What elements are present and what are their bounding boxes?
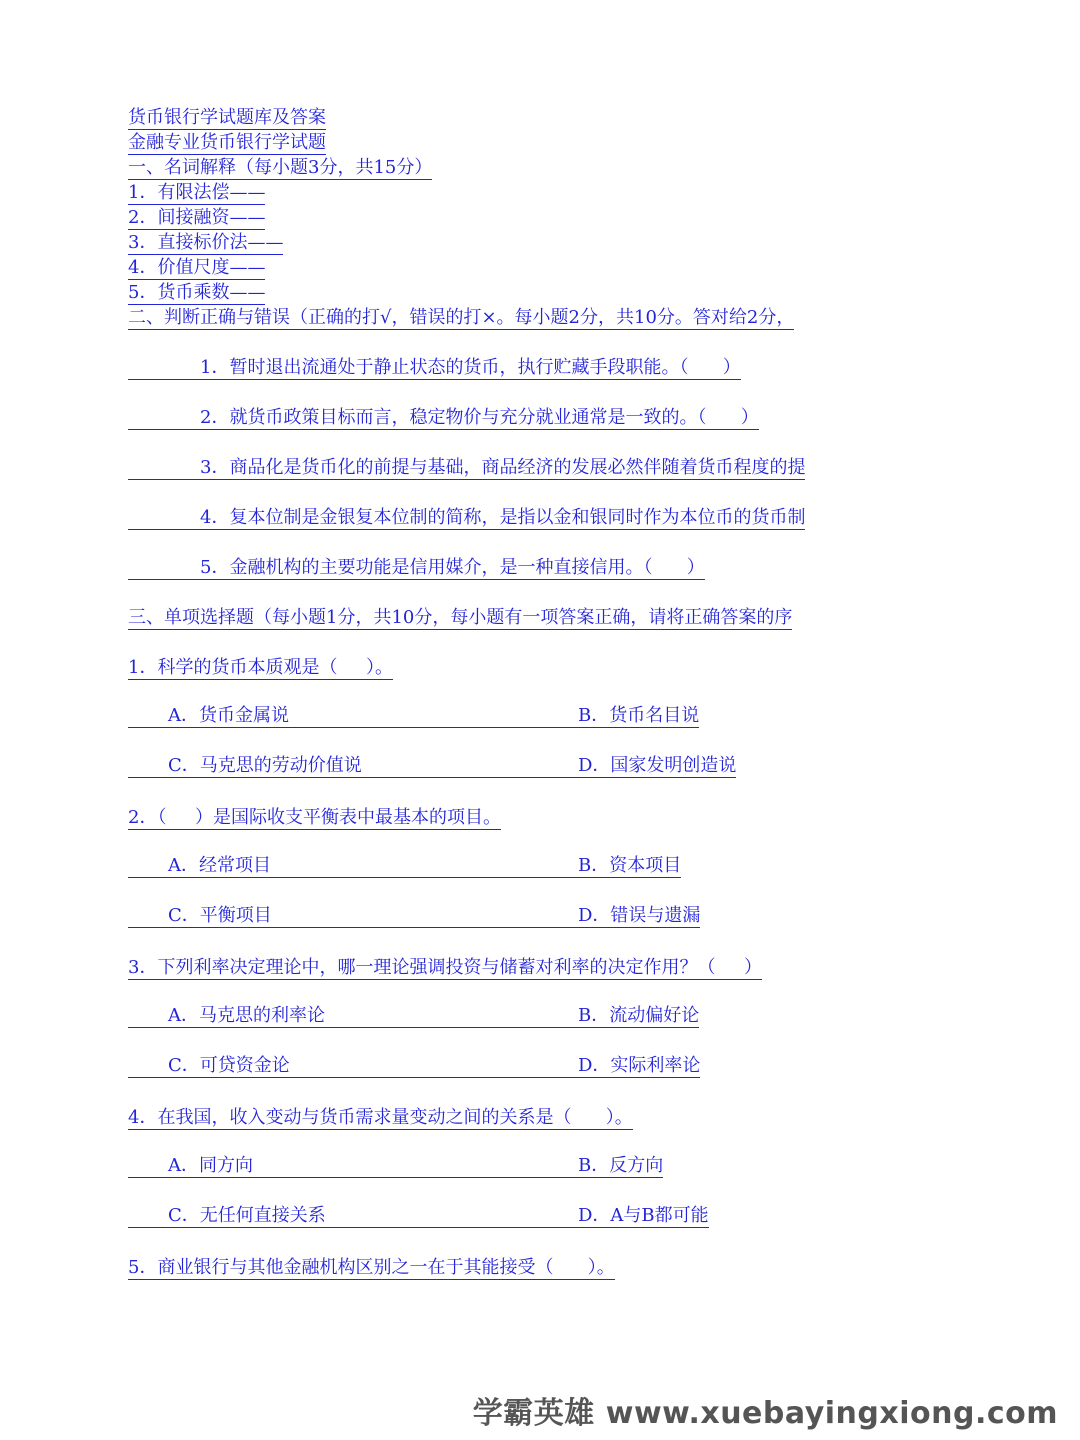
judgement-item: 3．商品化是货币化的前提与基础，商品经济的发展必然伴随着货币程度的提: [128, 455, 880, 480]
option-b: B．流动偏好论: [578, 1005, 700, 1026]
choice-question: 5．商业银行与其他金融机构区别之一在于其能接受（ ）。: [128, 1257, 615, 1278]
choice-question: 1．科学的货币本质观是（ ）。: [128, 657, 394, 678]
document-subtitle: 金融专业货币银行学试题: [128, 132, 326, 153]
option-d: D．A与B都可能: [578, 1205, 709, 1226]
option-c: C．无任何直接关系: [128, 1205, 578, 1228]
judgement-item: 5．金融机构的主要功能是信用媒介，是一种直接信用。（ ）: [128, 555, 880, 580]
section3-heading: 三、单项选择题（每小题1分，共10分，每小题有一项答案正确，请将正确答案的序: [128, 607, 793, 628]
document-body: [128, 105, 880, 1280]
option-c: C．可贷资金论: [128, 1055, 578, 1078]
term-item: 1．有限法偿——: [128, 182, 266, 203]
section2-heading: 二、判断正确与错误（正确的打√，错误的打×。每小题2分，共10分。答对给2分，: [128, 307, 795, 328]
option-a: A．同方向: [128, 1155, 578, 1178]
option-c: C．平衡项目: [128, 905, 578, 928]
choice-question: 2．（ ）是国际收支平衡表中最基本的项目。: [128, 807, 502, 828]
term-item: 2．间接融资——: [128, 207, 266, 228]
section1-heading: 一、名词解释（每小题3分，共15分）: [128, 157, 433, 178]
judgement-item: 4．复本位制是金银复本位制的简称，是指以金和银同时作为本位币的货币制: [128, 505, 880, 530]
option-row: [128, 705, 880, 730]
option-b: B．货币名目说: [578, 705, 700, 726]
option-row: [128, 755, 880, 780]
option-a: A．马克思的利率论: [128, 1005, 578, 1028]
option-a: A．经常项目: [128, 855, 578, 878]
choice-question: 4．在我国，收入变动与货币需求量变动之间的关系是（ ）。: [128, 1107, 633, 1128]
option-b: B．反方向: [578, 1155, 664, 1176]
option-row: [128, 1205, 880, 1230]
choice-question: 3．下列利率决定理论中，哪一理论强调投资与储蓄对利率的决定作用？（ ）: [128, 957, 763, 978]
document-title: 货币银行学试题库及答案: [128, 107, 326, 128]
option-d: D．国家发明创造说: [578, 755, 737, 776]
option-row: [128, 1005, 880, 1030]
term-item: 4．价值尺度——: [128, 257, 266, 278]
judgement-item: 2．就货币政策目标而言，稳定物价与充分就业通常是一致的。（ ）: [128, 405, 880, 430]
option-d: D．错误与遗漏: [578, 905, 701, 926]
option-d: D．实际利率论: [578, 1055, 701, 1076]
site-watermark: 学霸英雄 www.xuebayingxiong.com: [472, 1396, 1058, 1431]
option-a: A．货币金属说: [128, 705, 578, 728]
option-row: [128, 905, 880, 930]
judgement-item: 1．暂时退出流通处于静止状态的货币，执行贮藏手段职能。（ ）: [128, 355, 880, 380]
term-item: 5．货币乘数——: [128, 282, 266, 303]
option-c: C．马克思的劳动价值说: [128, 755, 578, 778]
option-b: B．资本项目: [578, 855, 682, 876]
term-item: 3．直接标价法——: [128, 232, 284, 253]
option-row: [128, 1155, 880, 1180]
option-row: [128, 855, 880, 880]
option-row: [128, 1055, 880, 1080]
